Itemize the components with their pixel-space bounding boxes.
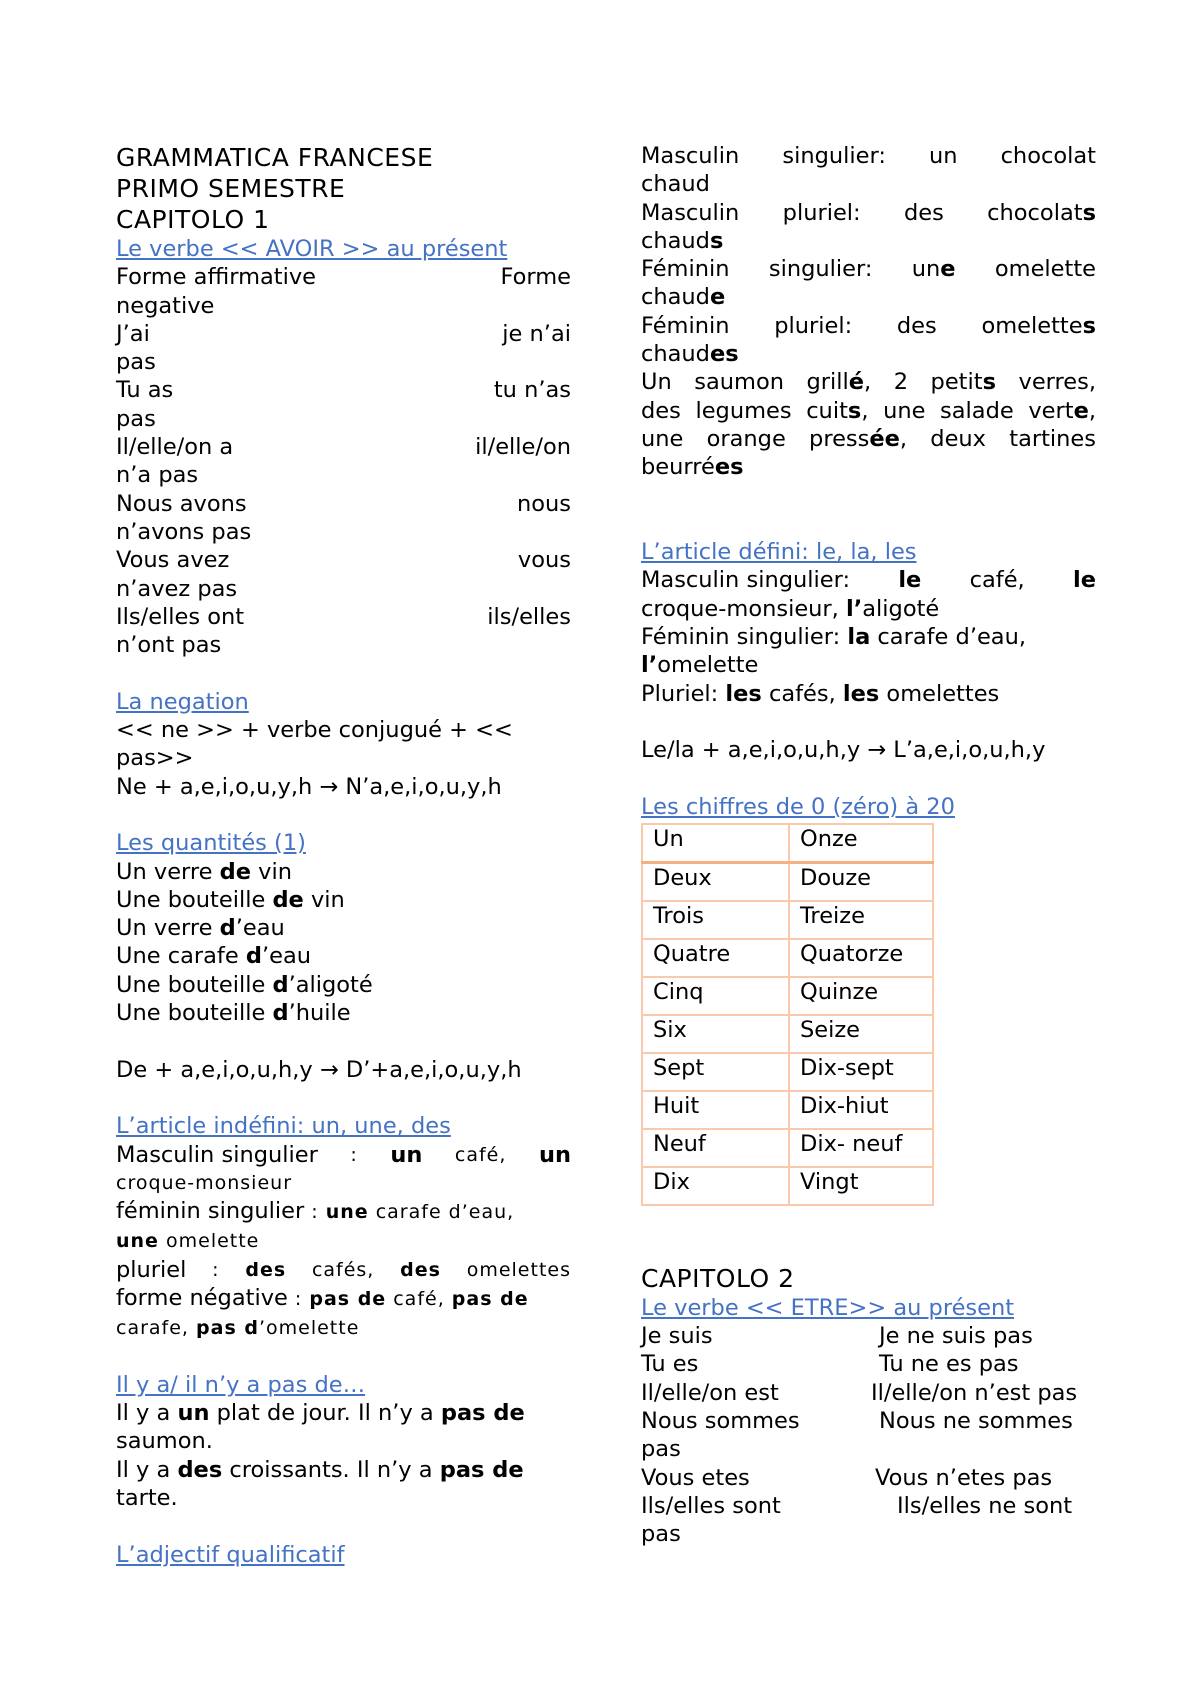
quantity-item: Une carafe d’eau bbox=[116, 943, 311, 970]
table-cell: Seize bbox=[789, 1015, 933, 1053]
doc-title: GRAMMATICA FRANCESE bbox=[116, 143, 434, 172]
ilya-heading-link[interactable]: Il y a/ il n’y a pas de… bbox=[116, 1371, 366, 1398]
defini-line: Masculin singulier: le café, le bbox=[641, 567, 1096, 594]
left-column bbox=[116, 142, 571, 1569]
table-cell: Quatre bbox=[642, 939, 789, 977]
spacer bbox=[116, 1084, 571, 1112]
avoir-negative-cont: n’a pas bbox=[116, 462, 199, 489]
defini-heading-link[interactable]: L’article défini: le, la, les bbox=[641, 539, 917, 566]
spacer bbox=[641, 708, 1096, 736]
adjectif-line: une orange pressée, deux tartines bbox=[641, 425, 1097, 452]
indefini-line: carafe, pas d’omelette bbox=[116, 1317, 360, 1340]
table-cell: Vingt bbox=[789, 1167, 933, 1205]
table-row bbox=[642, 1167, 933, 1205]
etre-affirmative: Il/elle/on est bbox=[641, 1379, 779, 1406]
etre-affirmative: Vous etes bbox=[641, 1464, 750, 1491]
defini-elision-rule: Le/la + a,e,i,o,u,h,y → L’a,e,i,o,u,h,y bbox=[641, 737, 1046, 764]
table-cell: Six bbox=[642, 1015, 789, 1053]
table-cell: Treize bbox=[789, 901, 933, 939]
table-cell: Dix-hiut bbox=[789, 1091, 933, 1129]
etre-affirmative: pas bbox=[641, 1436, 681, 1463]
adjectif-line: chaude bbox=[641, 284, 726, 311]
indefini-line: forme négative : pas de café, pas de bbox=[116, 1284, 529, 1311]
table-row bbox=[642, 939, 933, 977]
avoir-header-row bbox=[116, 263, 571, 291]
avoir-conjugation bbox=[116, 320, 571, 660]
etre-affirmative: pas bbox=[641, 1521, 681, 1548]
spacer bbox=[116, 659, 571, 687]
table-row bbox=[642, 1129, 933, 1167]
etre-negative: Il/elle/on n’est pas bbox=[871, 1379, 1078, 1406]
avoir-heading-link[interactable]: Le verbe << AVOIR >> au présent bbox=[116, 236, 508, 262]
table-cell: Douze bbox=[789, 863, 933, 902]
avoir-negative: tu n’as bbox=[493, 377, 571, 404]
quantites-elision-rule: De + a,e,i,o,u,h,y → D’+a,e,i,o,u,y,h bbox=[116, 1056, 522, 1083]
spacer bbox=[116, 1512, 571, 1540]
table-row bbox=[642, 901, 933, 939]
avoir-row bbox=[116, 376, 571, 404]
avoir-negative-cont: n’ont pas bbox=[116, 632, 222, 659]
table-cell: Huit bbox=[642, 1091, 789, 1129]
avoir-negative: vous bbox=[517, 547, 571, 574]
spacer bbox=[641, 482, 1096, 510]
avoir-row bbox=[116, 320, 571, 348]
avoir-negative-cont: pas bbox=[116, 405, 156, 432]
avoir-row bbox=[116, 490, 571, 518]
spacer bbox=[116, 1027, 571, 1055]
etre-negative: Ils/elles ne sont bbox=[897, 1492, 1073, 1519]
etre-affirmative: Tu es bbox=[641, 1351, 699, 1378]
avoir-row bbox=[116, 603, 571, 631]
spacer bbox=[641, 1234, 1096, 1262]
avoir-negative-cont: n’avons pas bbox=[116, 518, 252, 545]
spacer bbox=[641, 510, 1096, 538]
avoir-negative: nous bbox=[516, 490, 571, 517]
indefini-line: féminin singulier : une carafe d’eau, bbox=[116, 1198, 515, 1225]
etre-negative bbox=[871, 1435, 1096, 1463]
negation-elision-rule: Ne + a,e,i,o,u,y,h → N’a,e,i,o,u,y,h bbox=[116, 773, 502, 800]
spacer bbox=[641, 765, 1096, 793]
ilya-line: Il y a des croissants. Il n’y a pas de bbox=[116, 1456, 524, 1483]
adjectif-line: Féminin pluriel: des omelettes bbox=[641, 312, 1096, 339]
table-cell: Quatorze bbox=[789, 939, 933, 977]
adjectif-heading-link[interactable]: L’adjectif qualificatif bbox=[116, 1541, 345, 1568]
ilya-line: saumon. bbox=[116, 1428, 213, 1455]
doc-subtitle: PRIMO SEMESTRE bbox=[116, 174, 346, 203]
quantity-item: Un verre d’eau bbox=[116, 915, 285, 942]
indefini-line: une omelette bbox=[116, 1230, 260, 1253]
table-cell: Dix-sept bbox=[789, 1053, 933, 1091]
quantity-item: Une bouteille d’aligoté bbox=[116, 971, 373, 998]
indefini-heading-link[interactable]: L’article indéfini: un, une, des bbox=[116, 1113, 451, 1140]
table-cell: Un bbox=[642, 824, 789, 863]
table-row bbox=[642, 1015, 933, 1053]
avoir-affirmative: Vous avez bbox=[116, 547, 230, 574]
etre-heading-link[interactable]: Le verbe << ETRE>> au présent bbox=[641, 1294, 1015, 1321]
right-column bbox=[641, 142, 1096, 1548]
avoir-affirmative: Tu as bbox=[116, 377, 174, 404]
table-cell: Deux bbox=[642, 863, 789, 902]
table-cell: Dix bbox=[642, 1167, 789, 1205]
chapter-title: CAPITOLO 1 bbox=[116, 205, 270, 234]
ilya-line: Il y a un plat de jour. Il n’y a pas de bbox=[116, 1400, 525, 1427]
avoir-negative: je n’ai bbox=[502, 320, 571, 347]
adjectif-line: Un saumon grillé, 2 petits verres, bbox=[641, 369, 1096, 396]
spacer bbox=[116, 801, 571, 829]
etre-affirmative: Nous sommes bbox=[641, 1407, 800, 1434]
table-row bbox=[642, 1091, 933, 1129]
table-cell: Dix- neuf bbox=[789, 1129, 933, 1167]
indefini-line: Masculin singulier : un café, un bbox=[116, 1141, 571, 1168]
spacer bbox=[641, 1206, 1096, 1234]
quantites-list bbox=[116, 858, 571, 1028]
etre-conjugation bbox=[641, 1322, 1096, 1548]
spacer bbox=[116, 1343, 571, 1371]
defini-line: l’omelette bbox=[641, 652, 759, 679]
indefini-line: croque-monsieur bbox=[116, 1171, 293, 1194]
avoir-affirmative: Nous avons bbox=[116, 490, 247, 517]
chiffres-heading-link[interactable]: Les chiffres de 0 (zéro) à 20 bbox=[641, 793, 955, 820]
defini-line: croque-monsieur, l’aligoté bbox=[641, 595, 940, 622]
avoir-affirmative: Ils/elles ont bbox=[116, 603, 245, 630]
quantity-item: Une bouteille d’huile bbox=[116, 1000, 351, 1027]
table-row bbox=[642, 1053, 933, 1091]
numbers-table bbox=[641, 823, 934, 1206]
table-cell: Quinze bbox=[789, 977, 933, 1015]
table-cell: Onze bbox=[789, 824, 933, 863]
avoir-negative: ils/elles bbox=[487, 603, 571, 630]
avoir-negative-cont: n’avez pas bbox=[116, 575, 238, 602]
etre-negative: Tu ne es pas bbox=[879, 1351, 1019, 1378]
etre-negative: Je ne suis pas bbox=[879, 1323, 1033, 1350]
table-row bbox=[642, 863, 933, 902]
adjectif-line: chaudes bbox=[641, 341, 739, 368]
adjectif-line: Féminin singulier: une omelette bbox=[641, 256, 1096, 283]
adjectif-line: Masculin pluriel: des chocolats bbox=[641, 199, 1096, 226]
negation-rule-line: << ne >> + verbe conjugué + << bbox=[116, 717, 513, 744]
adjectif-line: chaud bbox=[641, 171, 710, 198]
avoir-affirmative: Il/elle/on a bbox=[116, 434, 234, 461]
avoir-header-cont: negative bbox=[116, 292, 215, 319]
avoir-affirmative: J’ai bbox=[116, 320, 150, 347]
table-cell: Trois bbox=[642, 901, 789, 939]
avoir-header-right: Forme bbox=[500, 264, 571, 291]
avoir-row bbox=[116, 546, 571, 574]
etre-affirmative: Ils/elles sont bbox=[641, 1492, 781, 1519]
indefini-line: pluriel : des cafés, des omelettes bbox=[116, 1256, 571, 1283]
table-cell: Sept bbox=[642, 1053, 789, 1091]
table-row bbox=[642, 977, 933, 1015]
avoir-header-left: Forme affirmative bbox=[116, 264, 317, 291]
ilya-line: tarte. bbox=[116, 1485, 178, 1512]
negation-heading-link[interactable]: La negation bbox=[116, 688, 249, 715]
negation-rule-cont: pas>> bbox=[116, 745, 194, 772]
table-cell: Cinq bbox=[642, 977, 789, 1015]
avoir-negative-cont: pas bbox=[116, 349, 156, 376]
adjectif-line: des legumes cuits, une salade verte, bbox=[641, 397, 1096, 424]
table-cell: Neuf bbox=[642, 1129, 789, 1167]
etre-negative: Vous n’etes pas bbox=[875, 1464, 1053, 1491]
adjectif-line: chauds bbox=[641, 227, 724, 254]
avoir-row bbox=[116, 433, 571, 461]
etre-negative bbox=[871, 1520, 1096, 1548]
table-row bbox=[642, 824, 933, 863]
quantity-item: Une bouteille de vin bbox=[116, 886, 345, 913]
etre-negative: Nous ne sommes bbox=[879, 1407, 1073, 1434]
adjectif-line: beurrées bbox=[641, 454, 744, 481]
etre-affirmative: Je suis bbox=[641, 1323, 713, 1350]
defini-line: Féminin singulier: la carafe d’eau, bbox=[641, 624, 1027, 651]
quantity-item: Un verre de vin bbox=[116, 858, 293, 885]
avoir-negative: il/elle/on bbox=[475, 434, 571, 461]
quantites-heading-link[interactable]: Les quantités (1) bbox=[116, 830, 306, 857]
chapter-2-title: CAPITOLO 2 bbox=[641, 1263, 795, 1293]
defini-line: Pluriel: les cafés, les omelettes bbox=[641, 680, 1000, 707]
adjectif-line: Masculin singulier: un chocolat bbox=[641, 143, 1096, 169]
